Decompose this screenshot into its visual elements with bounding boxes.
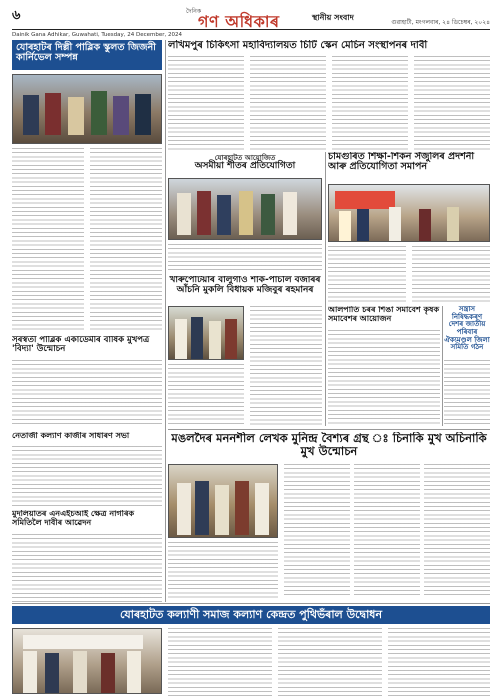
article-body-col bbox=[412, 246, 490, 302]
article-body-col bbox=[168, 56, 244, 150]
article-mudoliya-petition bbox=[12, 510, 162, 602]
article-headline: সৰস্বতী পাব্লিক একাডেমীৰ বাৰ্ষিক মুখপত্ৰ 'বিদ্যা' উন্মোচন bbox=[12, 336, 150, 355]
article-body-col bbox=[12, 360, 162, 426]
article-kharupetia-market bbox=[168, 276, 322, 426]
column-rule bbox=[442, 306, 443, 426]
section-name: স্থানীয় সংবাদ bbox=[312, 13, 354, 22]
article-family-committee bbox=[444, 306, 490, 426]
article-body-col bbox=[424, 464, 490, 598]
article-body-col bbox=[278, 628, 382, 696]
paper-name: গণ অধিকাৰ bbox=[198, 12, 280, 31]
article-winter-competition bbox=[168, 152, 322, 272]
article-body-col bbox=[168, 542, 278, 598]
article-headline: যোৰহাটত কল্যাণী সমাজ কল্যাণ কেন্দ্ৰত পুথিভঁৰাল উদ্বোধন bbox=[12, 606, 490, 624]
article-headline: মঙলদৈৰ মননশীল লেখক মুনিন্দ্ৰ বৈশ্যৰ গ্ৰন্থ ঃ চিনাকি মুখ অচিনাকি মুখ উন্মোচন bbox=[171, 432, 487, 458]
edition-line: Dainik Gana Adhikar, Guwahati, Tuesday, 24 December, 2024 bbox=[12, 32, 182, 38]
article-headline: আলপাতি চৰৰ শিঙা সমাবেশ কৃষক সমাবেশৰ আয়োজন bbox=[328, 306, 440, 323]
article-kicker: যোৰহাটত আয়োজিত bbox=[214, 154, 276, 162]
article-kalyani-library bbox=[12, 606, 490, 696]
article-alopati-char bbox=[328, 306, 440, 426]
article-photo bbox=[12, 74, 162, 144]
article-saraswati-academy bbox=[12, 336, 162, 426]
article-body-col bbox=[328, 246, 406, 302]
article-headline: নেতাজী কল্যাণ কাজীৰ সাধাৰণ সভা bbox=[12, 432, 130, 440]
article-netaji-meeting bbox=[12, 432, 162, 506]
article-photo bbox=[168, 306, 244, 360]
article-body-col bbox=[332, 56, 408, 150]
article-photo bbox=[168, 464, 278, 538]
section-rule bbox=[168, 429, 490, 430]
article-photo bbox=[328, 184, 490, 242]
article-munindra-book-launch bbox=[168, 432, 490, 598]
article-body-col bbox=[12, 148, 84, 330]
article-photo bbox=[168, 178, 322, 240]
article-headline: যোৰহাটৰ দিল্লী পাব্লিক স্কুলত জিজনী কাৰ্নিভেল সম্পন্ন bbox=[12, 40, 162, 70]
article-headline: লখিমপুৰ চিকিৎসা মহাবিদ্যালয়ত চিটি স্কেন মেচিন সংস্থাপনৰ দাবী bbox=[168, 40, 428, 51]
article-headline: সন্ত্ৰাস নিষিদ্ধকৰণ দেশৰ জাতীয় পৰিবাৰ ঐক্যমণ্ডল জিলা সমিতি গঠন bbox=[444, 306, 490, 352]
article-body-col bbox=[12, 446, 162, 506]
article-body-col bbox=[168, 364, 244, 426]
issue-date: গুৱাহাটী, মংগলবাৰ, ২৪ ডিচেম্বৰ, ২০২৪ bbox=[391, 19, 490, 26]
article-body-col bbox=[328, 330, 440, 426]
article-body-col bbox=[414, 56, 490, 150]
article-body-col bbox=[250, 306, 322, 426]
page-number: ৬ bbox=[12, 8, 21, 23]
article-body-col bbox=[90, 148, 162, 330]
column-rule bbox=[325, 152, 326, 426]
article-chamaguri-expo bbox=[328, 152, 490, 302]
article-headline: মুদলিয়াতৰ এনএইচআই ক্ষেত্ৰ নাগৰিক সমিতিলৈ দাবীৰ আৱেদন bbox=[12, 510, 135, 527]
paper-label: দৈনিক bbox=[186, 8, 202, 15]
article-body-col bbox=[284, 464, 350, 598]
article-body-col bbox=[12, 534, 162, 602]
column-rule bbox=[165, 40, 166, 602]
article-dps-carnival bbox=[12, 40, 162, 330]
article-lakhimpur-ct-scan bbox=[168, 40, 490, 150]
article-headline: চামগুৰিত শিক্ষা-শিকন সঁজুলিৰ প্ৰদৰ্শনী আৰু প্ৰতিযোগিতা সমাপন bbox=[328, 152, 475, 173]
article-body-col bbox=[168, 244, 322, 272]
article-body-col bbox=[444, 360, 490, 426]
article-photo bbox=[12, 628, 162, 694]
article-headline: খাৰুপেটিয়াৰ বালুগাঁও শাক-পাচলি বজাৰৰ আঁচনি মুকলি বিধায়ক মজিবুৰ ৰহমানৰ bbox=[169, 276, 321, 295]
article-headline: অসমীয়া শীতৰ প্ৰতিযোগিতা bbox=[194, 161, 296, 171]
masthead bbox=[12, 6, 490, 30]
article-body-col bbox=[250, 56, 326, 150]
article-body-col bbox=[354, 464, 420, 598]
article-body-col bbox=[388, 628, 490, 696]
article-body-col bbox=[168, 628, 272, 696]
section-rule bbox=[12, 603, 490, 604]
